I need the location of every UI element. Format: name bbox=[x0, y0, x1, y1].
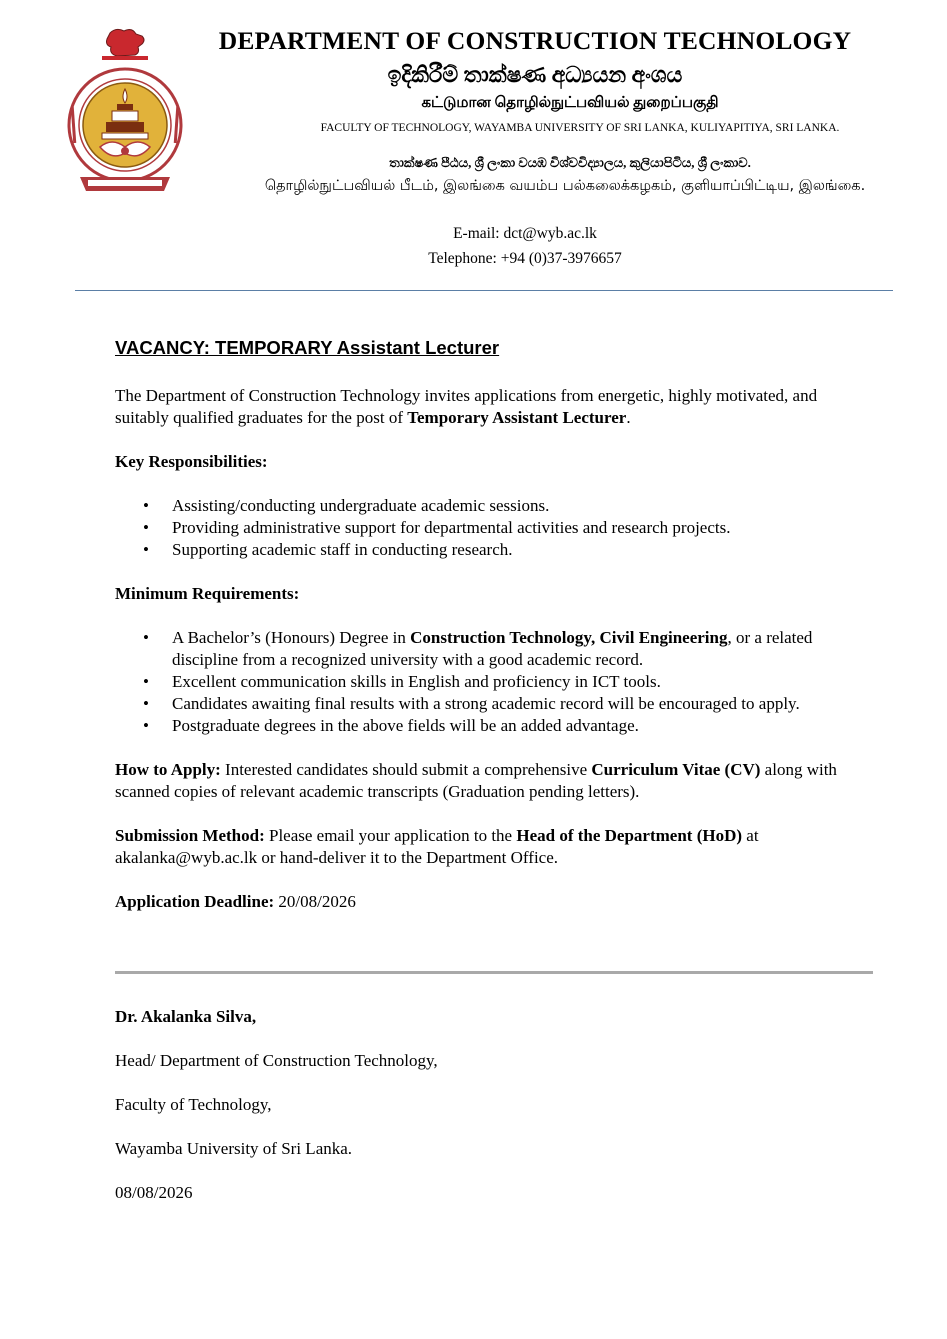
list-item: • Excellent communication skills in English and proficiency in ICT tools. bbox=[172, 671, 875, 693]
signatory-university: Wayamba University of Sri Lanka. bbox=[115, 1139, 353, 1158]
how-to-apply bbox=[115, 759, 875, 803]
deadline-value: 20/08/2026 bbox=[274, 892, 356, 911]
list-item: • Supporting academic staff in conducting research. bbox=[172, 539, 875, 561]
vacancy-title: VACANCY: TEMPORARY Assistant Lecturer bbox=[115, 337, 500, 358]
application-deadline bbox=[115, 891, 875, 913]
submission-label: Submission Method: bbox=[115, 826, 265, 845]
department-title-sinhala: ඉදිකිරීම් තාක්ෂණ අධ්‍යයන අංශය bbox=[387, 62, 683, 87]
intro-paragraph bbox=[115, 385, 875, 429]
list-item: • Providing administrative support for departmental activities and research projects. bbox=[172, 517, 875, 539]
apply-text-2: along with scanned copies of relevant academic transcripts (Graduation pending letters). bbox=[115, 760, 837, 801]
university-crest-icon bbox=[62, 27, 188, 197]
department-title-tamil: கட்டுமான தொழில்நுட்பவியல் துறைப்பகுதி bbox=[421, 95, 719, 111]
department-title: DEPARTMENT OF CONSTRUCTION TECHNOLOGY bbox=[218, 26, 852, 55]
req-degree-fields: Construction Technology, Civil Engineering bbox=[410, 628, 728, 647]
apply-cv: Curriculum Vitae (CV) bbox=[591, 760, 761, 779]
list-item: • Assisting/conducting undergraduate academic sessions. bbox=[172, 495, 875, 517]
apply-label: How to Apply: bbox=[115, 760, 221, 779]
submission-text-2: at akalanka@wyb.ac.lk or hand-deliver it to the Department Office. bbox=[115, 826, 759, 867]
requirements-list bbox=[115, 627, 875, 737]
apply-text: Interested candidates should submit a comprehensive bbox=[220, 760, 592, 779]
submission-text: Please email your application to the bbox=[264, 826, 517, 845]
signatory-name bbox=[115, 1006, 815, 1028]
responsibilities-list bbox=[115, 495, 875, 561]
signatory-name-text: Dr. Akalanka Silva, bbox=[115, 1007, 257, 1026]
department-telephone: Telephone: +94 (0)37-3976657 bbox=[428, 250, 622, 267]
list-item: • Postgraduate degrees in the above fields will be an added advantage. bbox=[172, 715, 875, 737]
faculty-address-sinhala: තාක්ෂණ පීඨය, ශ්‍රී ලංකා වයඹ විශ්වවිද්‍යාලය, කුලියාපිටිය, ශ්‍රී ලංකාව. bbox=[389, 155, 751, 170]
list-item bbox=[172, 627, 875, 671]
intro-end: . bbox=[626, 408, 631, 427]
signatory-faculty: Faculty of Technology, bbox=[115, 1095, 272, 1114]
notice-date: 08/08/2026 bbox=[115, 1183, 193, 1202]
signatory-title: Head/ Department of Construction Technology, bbox=[115, 1051, 438, 1070]
section-divider bbox=[115, 971, 873, 974]
submission-method bbox=[115, 825, 875, 869]
signature-block bbox=[115, 1006, 815, 1226]
faculty-address-tamil: தொழில்நுட்பவியல் பீடம், இலங்கை வயம்ப பல்கலைக்கழகம், குளியாப்பிட்டிய, இலங்கை. bbox=[264, 178, 866, 194]
deadline-label: Application Deadline: bbox=[115, 892, 275, 911]
req-degree-pre: A Bachelor’s (Honours) Degree in bbox=[172, 628, 411, 647]
department-email: E-mail: dct@wyb.ac.lk bbox=[453, 225, 597, 242]
intro-post-name: Temporary Assistant Lecturer bbox=[407, 408, 627, 427]
responsibilities-heading: Key Responsibilities: bbox=[115, 452, 268, 471]
letterhead-divider bbox=[75, 290, 893, 291]
list-item: • Candidates awaiting final results with a strong academic record will be encouraged to apply. bbox=[172, 693, 875, 715]
requirements-heading: Minimum Requirements: bbox=[115, 584, 300, 603]
intro-text: The Department of Construction Technology invites applications from energetic, highly motivated, and suitably qualified graduates for the post of bbox=[115, 386, 818, 427]
faculty-address: FACULTY OF TECHNOLOGY, WAYAMBA UNIVERSITY OF SRI LANKA, KULIYAPITIYA, SRI LANKA. bbox=[320, 122, 840, 134]
submission-hod: Head of the Department (HoD) bbox=[516, 826, 743, 845]
req-degree-post: , or a related discipline from a recognized university with a good academic record. bbox=[172, 628, 813, 669]
notice-body bbox=[115, 335, 875, 913]
